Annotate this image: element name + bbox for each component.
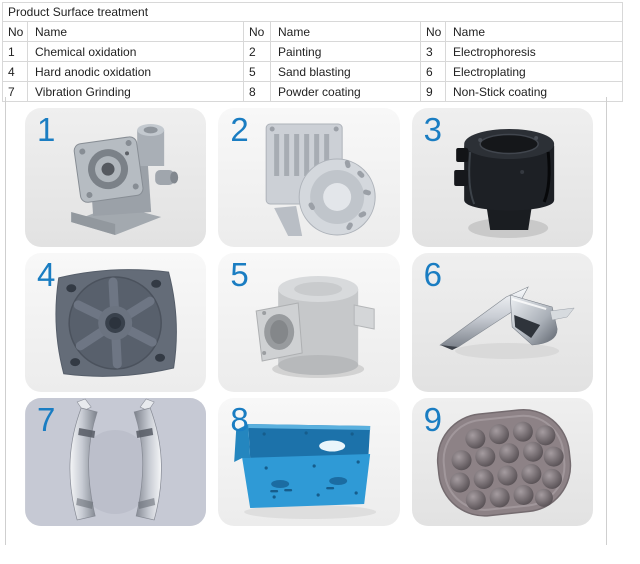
gallery-cell-7 bbox=[25, 398, 206, 526]
treatment-name: Electroplating bbox=[446, 62, 623, 82]
treatment-name: Electrophoresis bbox=[446, 42, 623, 62]
surface-treatment-table bbox=[2, 2, 623, 102]
col-header-no: No bbox=[244, 22, 271, 42]
treatment-name: Non-Stick coating bbox=[446, 82, 623, 102]
treatment-no: 1 bbox=[3, 42, 28, 62]
col-header-no: No bbox=[3, 22, 28, 42]
gallery-cell-5 bbox=[218, 253, 399, 392]
table-row bbox=[3, 42, 623, 62]
table-header-row bbox=[3, 22, 623, 42]
photo-number: 8 bbox=[230, 401, 249, 438]
gallery-cell-9 bbox=[412, 398, 593, 526]
treatment-no: 8 bbox=[244, 82, 271, 102]
col-header-no: No bbox=[421, 22, 446, 42]
treatment-name: Sand blasting bbox=[271, 62, 421, 82]
treatment-name: Chemical oxidation bbox=[28, 42, 244, 62]
photo-number: 6 bbox=[423, 256, 443, 293]
photo-number: 7 bbox=[37, 401, 56, 438]
treatment-name: Hard anodic oxidation bbox=[28, 62, 244, 82]
col-header-name: Name bbox=[271, 22, 421, 42]
treatment-no: 4 bbox=[3, 62, 28, 82]
gallery-cell-2 bbox=[218, 108, 399, 247]
table-title: Product Surface treatment bbox=[3, 3, 623, 22]
treatment-no: 3 bbox=[421, 42, 446, 62]
gallery-cell-6 bbox=[412, 253, 593, 392]
treatment-no: 6 bbox=[421, 62, 446, 82]
photo-number: 5 bbox=[230, 256, 249, 293]
gallery-cell-3 bbox=[412, 108, 593, 247]
photo-number: 2 bbox=[230, 111, 249, 148]
photo-number: 4 bbox=[37, 256, 56, 293]
gallery-cell-8 bbox=[218, 398, 399, 526]
col-header-name: Name bbox=[446, 22, 623, 42]
col-header-name: Name bbox=[28, 22, 244, 42]
photo-number: 9 bbox=[423, 401, 443, 438]
treatment-no: 9 bbox=[421, 82, 446, 102]
product-photo-panel bbox=[5, 97, 607, 545]
treatment-no: 5 bbox=[244, 62, 271, 82]
treatment-name: Powder coating bbox=[271, 82, 421, 102]
gallery-cell-1 bbox=[25, 108, 206, 247]
treatment-no: 7 bbox=[3, 82, 28, 102]
gallery-cell-4 bbox=[25, 253, 206, 392]
photo-number: 1 bbox=[37, 111, 56, 148]
photo-number: 3 bbox=[423, 111, 443, 148]
treatment-no: 2 bbox=[244, 42, 271, 62]
treatment-name: Painting bbox=[271, 42, 421, 62]
treatment-name: Vibration Grinding bbox=[28, 82, 244, 102]
table-row bbox=[3, 62, 623, 82]
